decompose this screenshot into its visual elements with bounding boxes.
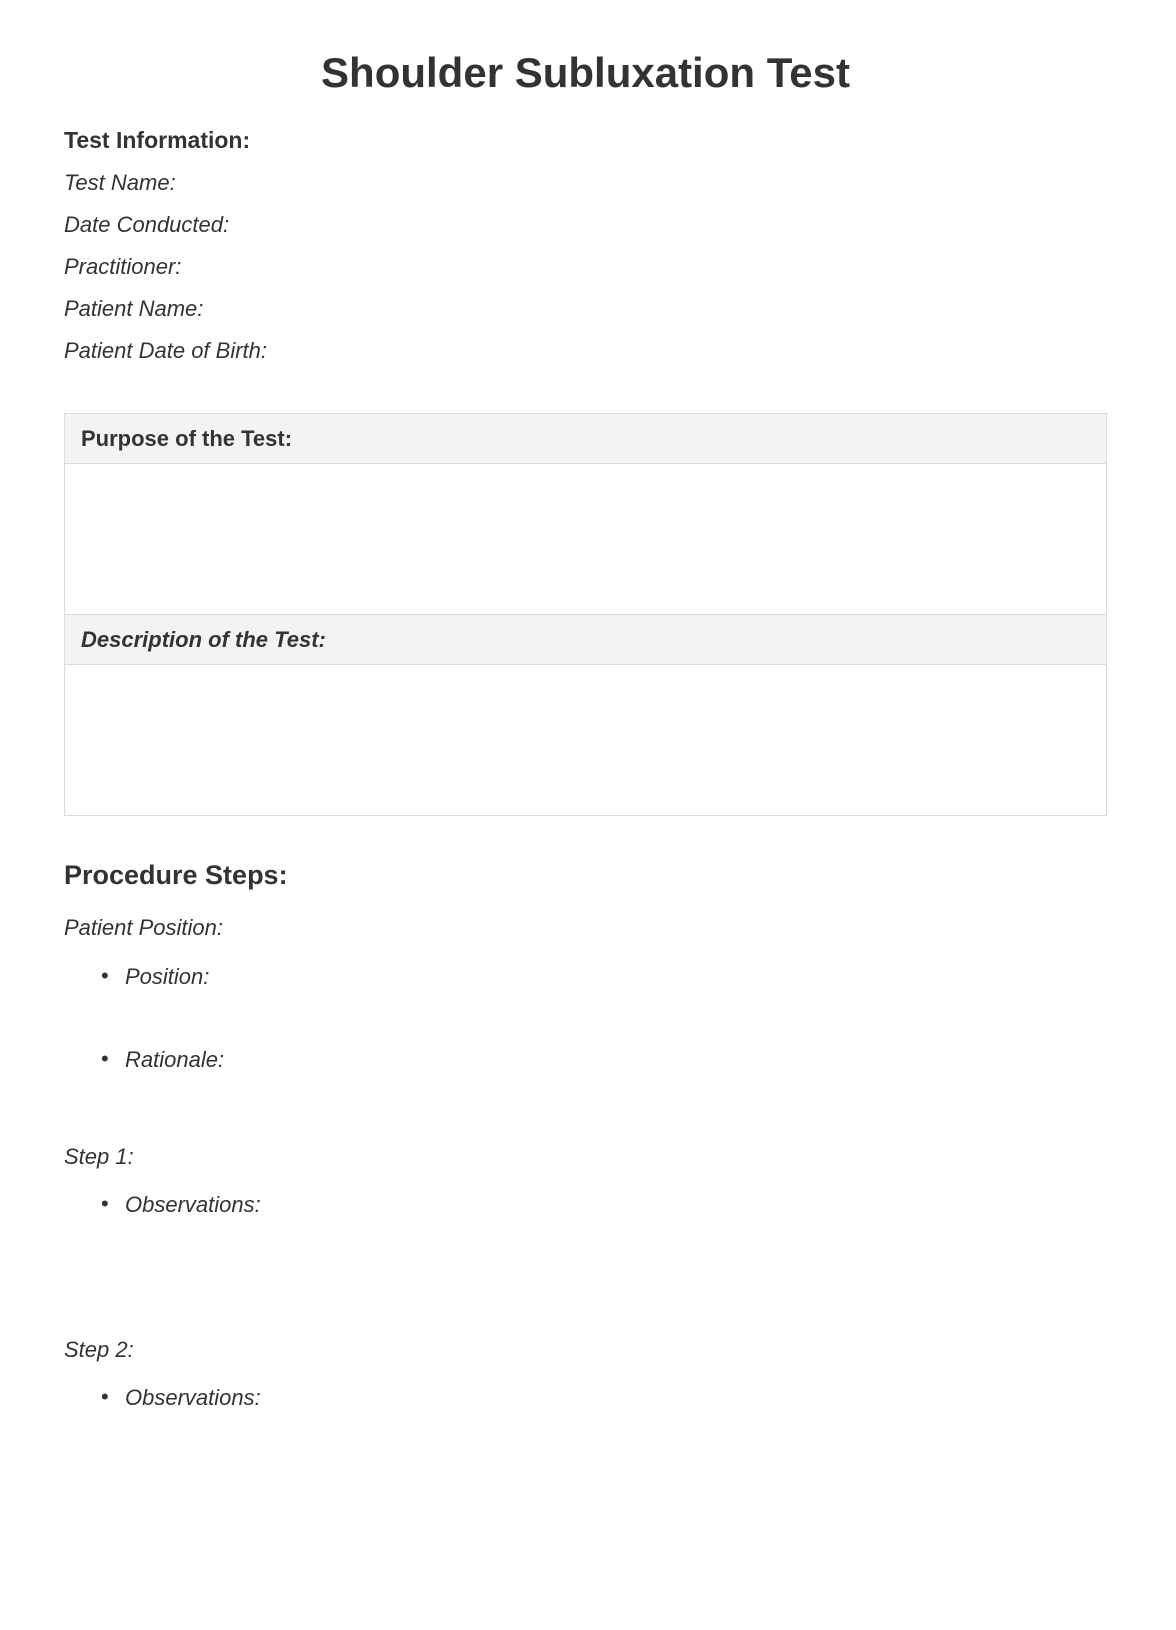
step2-observations-bullet-label: Observations: — [125, 1385, 261, 1410]
purpose-input-area[interactable] — [65, 464, 1106, 615]
list-item-rationale — [64, 1047, 1107, 1073]
position-bullet-label: Position: — [125, 964, 210, 989]
field-label-practitioner: Practitioner: — [64, 254, 182, 279]
field-label-patient-date-of-birth: Patient Date of Birth: — [64, 338, 267, 363]
description-header-row — [65, 615, 1106, 665]
purpose-header-row — [65, 414, 1106, 464]
patient-position-label: Patient Position: — [64, 915, 223, 940]
list-item-position — [64, 964, 1107, 990]
procedure-steps-heading: Procedure Steps: — [64, 860, 288, 890]
test-information-section — [64, 127, 1107, 364]
description-input-area[interactable] — [65, 665, 1106, 815]
bullet-icon: • — [101, 1191, 109, 1216]
bullet-icon: • — [101, 1384, 109, 1409]
bullet-icon: • — [101, 963, 109, 988]
purpose-header-label: Purpose of the Test: — [81, 425, 293, 451]
list-item-step1-observations — [64, 1192, 1107, 1218]
rationale-bullet-label: Rationale: — [125, 1047, 225, 1072]
field-label-test-name: Test Name: — [64, 170, 176, 195]
step-1-label: Step 1: — [64, 1144, 134, 1169]
list-item-step2-observations — [64, 1385, 1107, 1411]
step-2-bullet-list — [64, 1385, 1107, 1411]
purpose-description-table — [64, 413, 1107, 816]
description-header-label: Description of the Test: — [81, 626, 326, 652]
bullet-icon: • — [101, 1046, 109, 1071]
step-2-label: Step 2: — [64, 1337, 134, 1362]
step-1-bullet-list — [64, 1192, 1107, 1218]
field-label-date-conducted: Date Conducted: — [64, 212, 230, 237]
test-information-heading: Test Information: — [64, 127, 251, 153]
page-title: Shoulder Subluxation Test — [321, 49, 850, 96]
field-label-patient-name: Patient Name: — [64, 296, 204, 321]
step1-observations-bullet-label: Observations: — [125, 1192, 261, 1217]
patient-position-bullet-list — [64, 964, 1107, 1073]
